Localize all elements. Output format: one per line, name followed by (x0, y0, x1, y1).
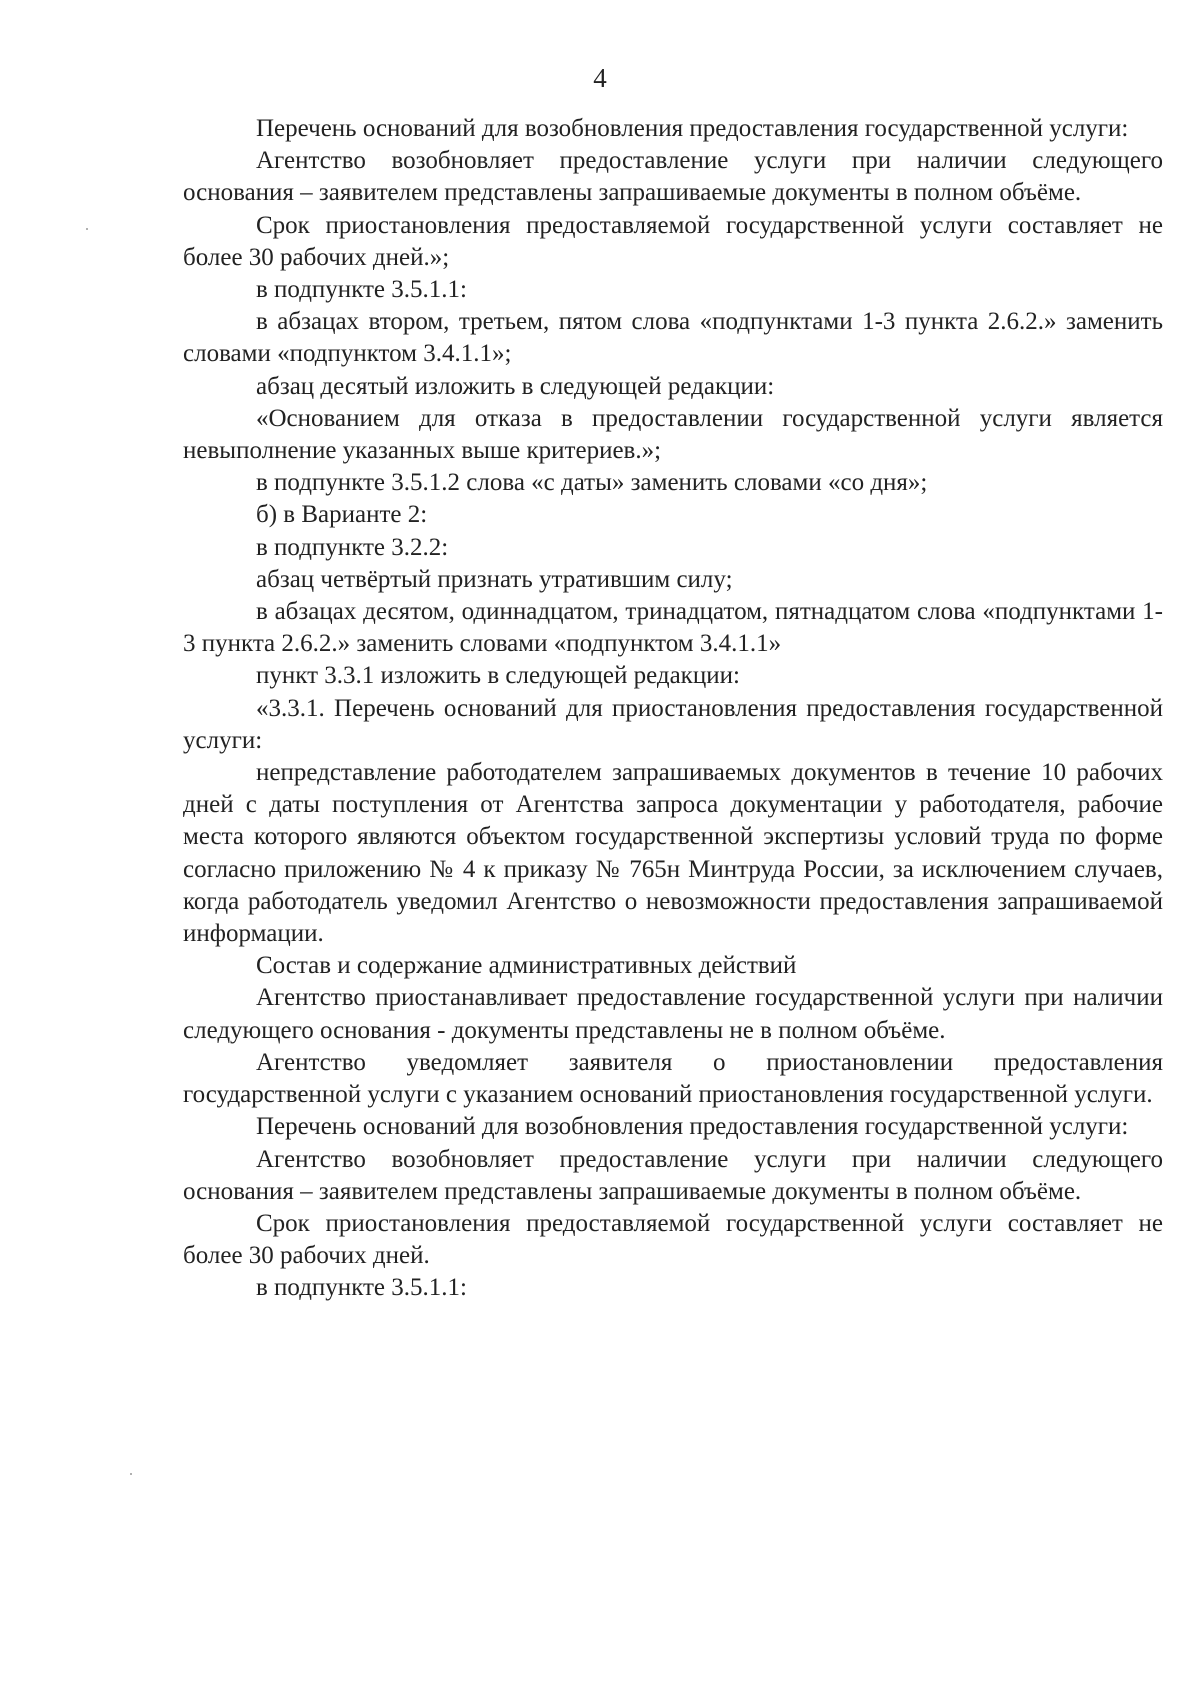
scan-speck (86, 228, 88, 230)
paragraph: в подпункте 3.5.1.1: (256, 1274, 467, 1302)
page-number: 4 (593, 63, 607, 93)
paragraph: «Основанием для отказа в предоставлении государственной услуги является невыполнение указанных выше критериев.»; (183, 404, 1163, 465)
paragraph: Срок приостановления предоставляемой государственной услуги составляет не более 30 рабочих дней.»; (183, 211, 1163, 271)
paragraph: Перечень оснований для возобновления предоставления государственной услуги: (256, 115, 1129, 142)
paragraph: абзац десятый изложить в следующей редакции: (256, 372, 775, 400)
paragraph: Состав и содержание административных действий (256, 952, 797, 980)
paragraph: в подпункте 3.2.2: (256, 533, 449, 561)
paragraph: в абзацах втором, третьем, пятом слова «подпунктами 1-3 пункта 2.6.2.» заменить словами «подпунктом 3.4.1.1»; (183, 308, 1163, 368)
paragraph: Агентство возобновляет предоставление услуги при наличии следующего основания – заявителем представлены запрашиваемые документы в полном объёме. (183, 147, 1163, 207)
paragraph: в подпункте 3.5.1.1: (256, 276, 467, 304)
paragraph: Перечень оснований для возобновления предоставления государственной услуги: (256, 1113, 1129, 1141)
paragraph: в абзацах десятом, одиннадцатом, тринадцатом, пятнадцатом слова «подпунктами 1-3 пункта 2.6.2.» заменить словами «подпунктом 3.4.1.1» (183, 598, 1163, 658)
paragraph: в подпункте 3.5.1.2 слова «с даты» заменить словами «со дня»; (256, 469, 928, 497)
paragraph: Срок приостановления предоставляемой государственной услуги составляет не более 30 рабочих дней. (183, 1209, 1163, 1270)
paragraph: Агентство уведомляет заявителя о приостановлении предоставления государственной услуги с указанием оснований приостановления государственной услуги. (183, 1048, 1163, 1109)
paragraph: непредставление работодателем запрашиваемых документов в течение 10 рабочих дней с даты поступления от Агентства запроса документации у работодателя, рабочие места которого являются объектом государственной экспертизы условий труда по форме согласно приложению № 4 к приказу № 765н Минтруда России, за исключением случаев, когда работодатель уведомил Агентство о невозможности предоставления запрашиваемой информации. (183, 759, 1163, 948)
scan-speck (130, 1473, 132, 1475)
paragraph: пункт 3.3.1 изложить в следующей редакции: (256, 662, 740, 690)
document-body (183, 113, 1163, 1305)
paragraph: «3.3.1. Перечень оснований для приостановления предоставления государственной услуги: (183, 694, 1163, 754)
paragraph: Агентство приостанавливает предоставление государственной услуги при наличии следующего основания - документы представлены не в полном объёме. (183, 984, 1163, 1044)
paragraph: Агентство возобновляет предоставление услуги при наличии следующего основания – заявителем представлены запрашиваемые документы в полном объёме. (183, 1145, 1163, 1205)
paragraph: б) в Варианте 2: (256, 501, 428, 529)
paragraph: абзац четвёртый признать утратившим силу; (256, 565, 733, 593)
